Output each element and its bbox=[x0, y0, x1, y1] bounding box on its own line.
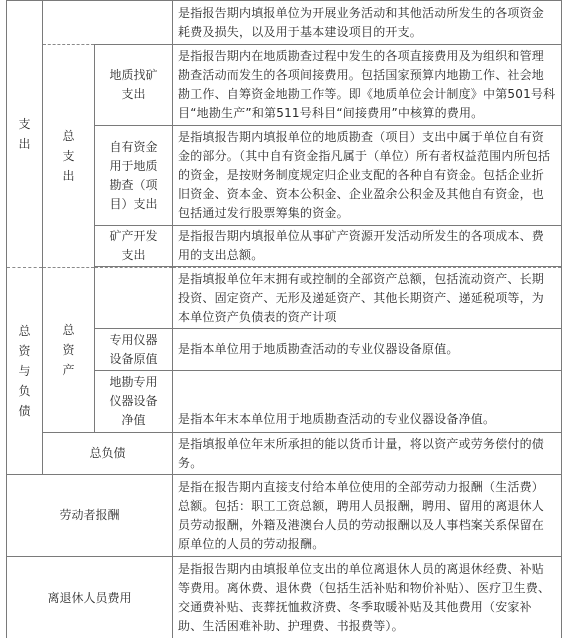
definition-geo-exploration: 是指报告期内在地质勘查过程中发生的各项直接费用及为组织和管理勘查活动而发生的各项间接费用。包括国家预算内地勘工作、社会地勘工作、自筹资金地勘工作等。即《地质单位会计制度》中第501号科目“地勘生产”和第511号科目“间接费用”中核算的费用。 bbox=[173, 45, 562, 126]
table-row bbox=[7, 268, 562, 329]
blank-cell bbox=[95, 268, 173, 329]
definition-instrument-original: 是指本单位用于地质勘查活动的专业仪器设备原值。 bbox=[173, 329, 562, 371]
term-instrument-original: 专用仪器设备原值 bbox=[95, 329, 173, 371]
definition-mineral-dev: 是指报告期内填报单位从事矿产资源开发活动所发生的各项成本、费用的支出总额。 bbox=[173, 226, 562, 267]
term-geo-exploration: 地质找矿支出 bbox=[95, 45, 173, 126]
blank-cell bbox=[43, 1, 173, 45]
table-row bbox=[7, 1, 562, 45]
definition-retiree-cost: 是指报告期内由填报单位支出的单位离退休人员的离退休经费、补贴等费用。离休费、退休费（包括生活补贴和物价补贴）、医疗卫生费、交通费补贴、丧葬抚恤救济费、冬季取暖补贴及其他费用（安家补助、生活困难补助、护理费、书报费等）。 bbox=[173, 557, 562, 638]
term-mineral-dev: 矿产开发支出 bbox=[95, 226, 173, 267]
definition-instrument-net: 是指本年末本单位用于地质勘查活动的专业仪器设备净值。 bbox=[173, 371, 562, 433]
term-own-funds: 自有资金用于地质勘查（项目）支出 bbox=[95, 126, 173, 226]
category-expenditure: 支出 bbox=[7, 1, 43, 268]
table-row bbox=[7, 433, 562, 475]
term-retiree-cost: 离退休人员费用 bbox=[7, 557, 173, 638]
definition-labor-pay: 是指在报告期内直接支付给本单位使用的全部劳动力报酬（生活费）总额。包括：职工工资总额，聘用人员报酬，聘用、留用的离退休人员劳动报酬，外籍及港澳台人员的劳动报酬以及人事档案关系保留在原单位的人员的劳动报酬。 bbox=[173, 475, 562, 557]
term-total-assets: 总资产 bbox=[43, 268, 95, 433]
definition-total-liabilities: 是指填报单位年末所承担的能以货币计量，将以资产或劳务偿付的债务。 bbox=[173, 433, 562, 475]
term-instrument-net: 地勘专用仪器设备净值 bbox=[95, 371, 173, 433]
category-assets-liabilities: 总资与负债 bbox=[7, 268, 43, 475]
table-row bbox=[7, 475, 562, 557]
term-labor-pay: 劳动者报酬 bbox=[7, 475, 173, 557]
definition-expenditure: 是指报告期内填报单位为开展业务活动和其他活动所发生的各项资金耗费及损失，以及用于基本建设项目的开支。 bbox=[173, 1, 562, 45]
definition-own-funds: 是指填报告期内填报单位的地质勘查（项目）支出中属于单位自有资金的部分。（其中自有资金指凡属于（单位）所有者权益范围内所包括的资金，是按财务制度规定归企业支配的各种自有资金。包括企业折旧资金、资本金、资本公积金、企业盈余公积金及其他自有资金，也包括通过发行股票筹集的资金。 bbox=[173, 126, 562, 226]
table-row bbox=[7, 557, 562, 638]
term-total-liabilities: 总负债 bbox=[43, 433, 173, 475]
indicator-definition-table bbox=[6, 0, 562, 638]
definition-total-assets: 是指填报单位年末拥有或控制的全部资产总额，包括流动资产、长期投资、固定资产、无形及递延资产、其他长期资产、递延税项等，为本单位资产负债表的资产计项 bbox=[173, 268, 562, 329]
table-row bbox=[7, 45, 562, 126]
category-total-expenditure: 总支出 bbox=[43, 45, 95, 268]
